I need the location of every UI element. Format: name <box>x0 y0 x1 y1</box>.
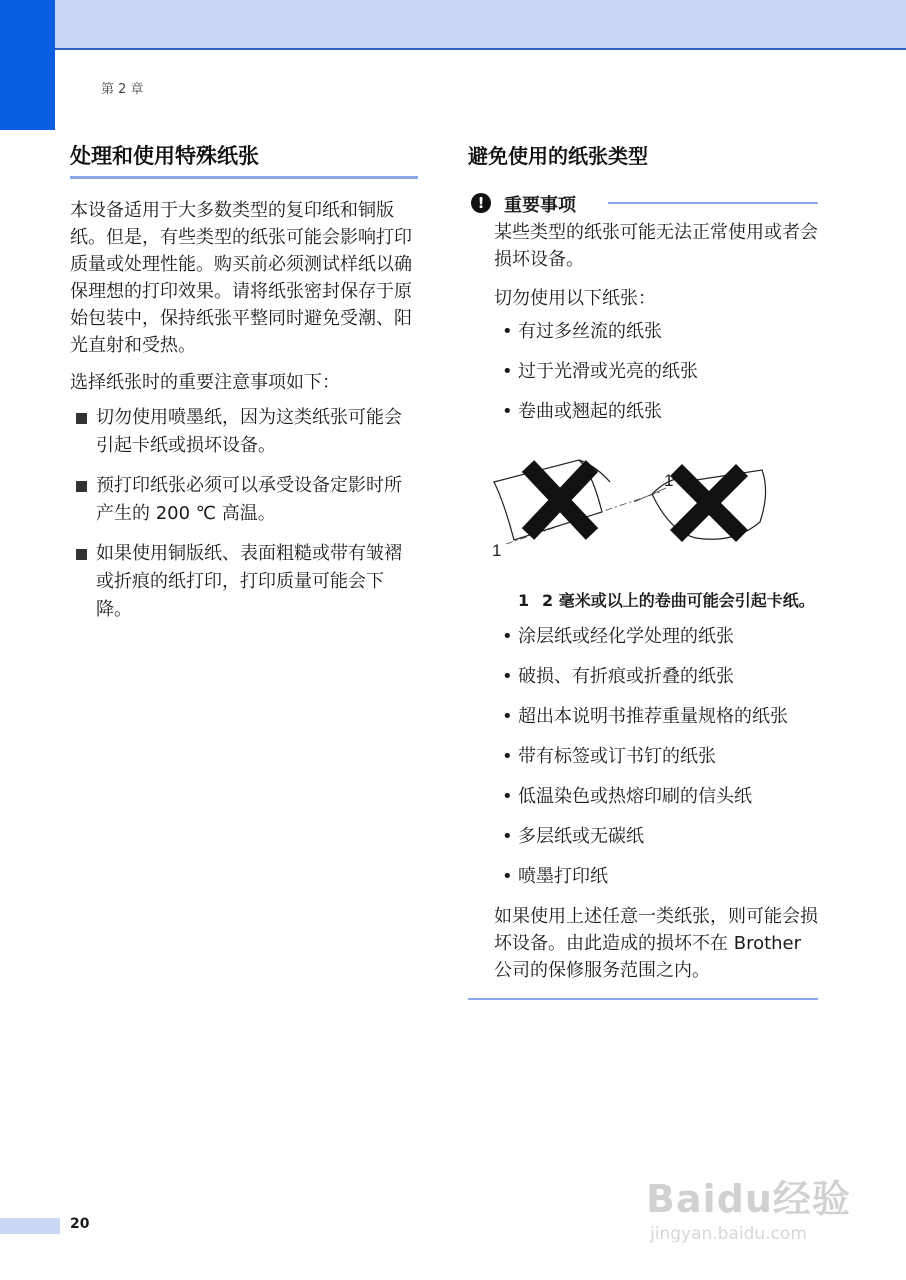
important-bottom-rule <box>468 998 818 1000</box>
bullet-icon: • <box>502 746 513 767</box>
list-item <box>70 540 418 624</box>
important-lead: 某些类型的纸张可能无法正常使用或者会损坏设备。 <box>494 222 818 270</box>
list-item-text: 超出本说明书推荐重量规格的纸张 <box>518 706 788 727</box>
important-rule <box>608 202 818 204</box>
section-heading-special-paper: 处理和使用特殊纸张 <box>70 140 418 179</box>
chapter-tab <box>0 0 55 130</box>
list-item-text: 切勿使用喷墨纸，因为这类纸张可能会引起卡纸或损坏设备。 <box>96 407 402 456</box>
list-item <box>70 472 418 528</box>
list-item <box>494 743 818 770</box>
list-item-text: 带有标签或订书钉的纸张 <box>518 746 716 767</box>
list-item-text: 多层纸或无碳纸 <box>518 826 644 847</box>
list-item-text: 低温染色或热熔印刷的信头纸 <box>518 786 752 807</box>
intro-paragraph: 本设备适用于大多数类型的复印纸和铜版纸。但是，有些类型的纸张可能会影响打印质量或处理性能。购买前必须测试样纸以确保理想的打印效果。请将纸张密封保存于原始包装中，保持纸张平整同时避免受潮、阳光直射和受热。 <box>70 200 412 356</box>
selection-note: 选择纸张时的重要注意事项如下： <box>70 372 340 393</box>
caption-number: 1 <box>518 591 530 610</box>
list-item-text: 涂层纸或经化学处理的纸张 <box>518 626 734 647</box>
list-item-text: 如果使用铜版纸、表面粗糙或带有皱褶或折痕的纸打印，打印质量可能会下降。 <box>96 543 402 620</box>
list-item <box>494 703 818 730</box>
important-header <box>468 191 818 219</box>
closing-paragraph: 如果使用上述任意一类纸张，则可能会损坏设备。由此造成的损坏不在 Brother 公司的保修服务范围之内。 <box>494 906 818 981</box>
bullet-icon: • <box>502 361 513 382</box>
curled-paper-figure <box>484 452 784 570</box>
header-band <box>0 0 906 50</box>
bullet-icon: • <box>502 321 513 342</box>
bullet-icon: • <box>502 401 513 422</box>
avoid-list-b <box>494 623 818 890</box>
page-number-bar <box>0 1218 60 1234</box>
watermark <box>642 1150 862 1260</box>
dont-use-note: 切勿使用以下纸张： <box>494 288 656 309</box>
list-item-text: 卷曲或翘起的纸张 <box>518 401 662 422</box>
caption-text: 2 毫米或以上的卷曲可能会引起卡纸。 <box>542 591 815 610</box>
bullet-icon: • <box>502 626 513 647</box>
list-item <box>494 823 818 850</box>
notes-list <box>70 404 418 624</box>
list-item-text: 预打印纸张必须可以承受设备定影时所产生的 200 ℃ 高温。 <box>96 475 402 524</box>
right-column <box>468 140 818 1000</box>
list-item-text: 过于光滑或光亮的纸张 <box>518 361 698 382</box>
square-bullet-icon <box>76 481 87 492</box>
list-item-text: 有过多丝流的纸张 <box>518 321 662 342</box>
list-item <box>494 318 818 345</box>
important-body <box>468 219 818 984</box>
watermark-main: Baidu经验 <box>646 1177 851 1221</box>
figure-label: 1 <box>664 471 674 490</box>
left-column <box>70 140 418 636</box>
bullet-icon: • <box>502 826 513 847</box>
square-bullet-icon <box>76 413 87 424</box>
watermark-sub: jingyan.baidu.com <box>650 1224 807 1244</box>
warning-icon: ! <box>471 193 491 213</box>
avoid-list-a <box>494 318 818 425</box>
bullet-icon: • <box>502 866 513 887</box>
list-item <box>70 404 418 460</box>
square-bullet-icon <box>76 549 87 560</box>
list-item <box>494 398 818 425</box>
list-item <box>494 663 818 690</box>
important-title: 重要事项 <box>504 195 576 216</box>
bullet-icon: • <box>502 786 513 807</box>
bullet-icon: • <box>502 706 513 727</box>
figure-caption <box>494 588 818 613</box>
figure-label: 1 <box>492 541 502 560</box>
list-item-text: 破损、有折痕或折叠的纸张 <box>518 666 734 687</box>
list-item <box>494 358 818 385</box>
chapter-label: 第 2 章 <box>101 82 144 97</box>
list-item <box>494 863 818 890</box>
page-number: 20 <box>70 1216 90 1232</box>
list-item <box>494 623 818 650</box>
section-heading-avoid-paper: 避免使用的纸张类型 <box>468 144 648 168</box>
bullet-icon: • <box>502 666 513 687</box>
list-item <box>494 783 818 810</box>
list-item-text: 喷墨打印纸 <box>518 866 608 887</box>
